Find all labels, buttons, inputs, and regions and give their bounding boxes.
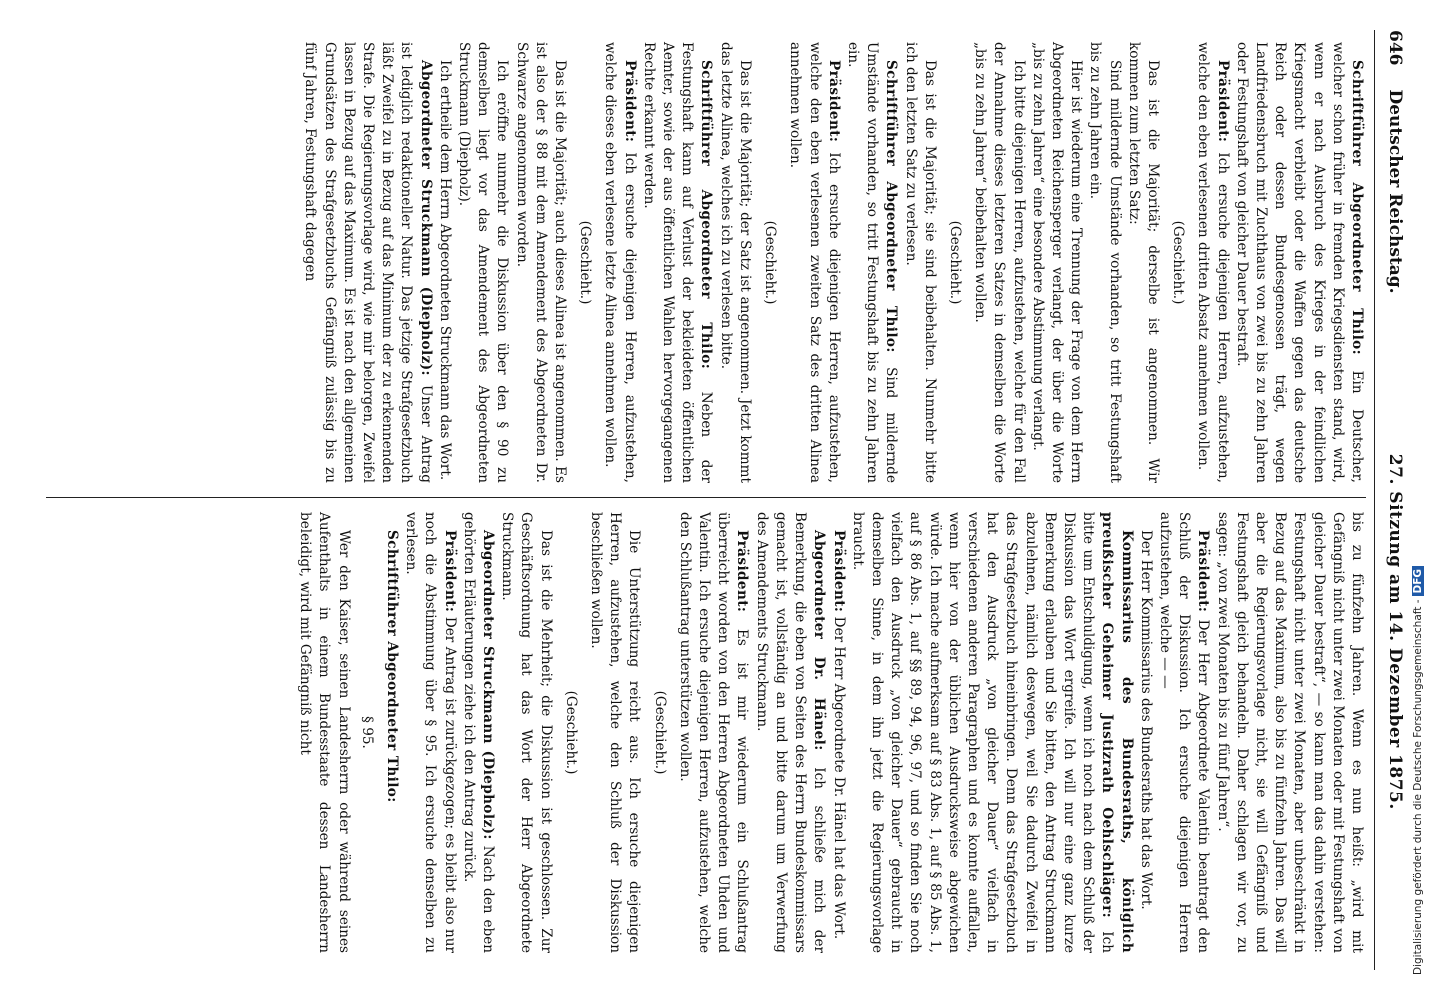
paragraph: [459, 512, 497, 953]
paragraph-text: Sind mildernde Umstände vorhanden, so tritt Festungshaft bis zu zehn Jahren ein.: [1087, 42, 1123, 483]
speaker-label: Präsident:: [1214, 60, 1231, 143]
paragraph-text: Der Herr Kommissarius des Bundesraths hat das Wort.: [1137, 530, 1154, 910]
paragraph-text: Sind mildernde Umstände vorhanden, so tritt Festungshaft bis zu zehn Jahren ein.: [844, 42, 900, 484]
paragraph: [848, 512, 1136, 953]
speaker-label: Präsident:: [621, 60, 638, 143]
paragraph: [295, 512, 353, 953]
paragraph-text: Neben der Festungshaft kann auf Verlust der bekleideten öffentlichen Aemter, sowie der aus öffentlichen Wahlen hervorgegangenen Rechte erkannt werden.: [640, 42, 715, 483]
speaker-label: Präsident:: [1195, 530, 1212, 613]
speaker-label: Schriftführer Abgeordneter Thilo:: [883, 60, 900, 353]
paragraph-text: Ich ersuche diejenigen Herren, aufzustehen, welche dieses eben verlesene letzte Alinea annehmen wollen.: [602, 42, 638, 483]
paragraph-text: Ich ersuche diejenigen Herren, aufzustehen, welche den eben verlesenen zweiten Satz des dritten Alinea annehmen wollen.: [787, 42, 842, 483]
paragraph-text: Ein Deutscher, welcher schon früher in fremden Kriegsdiensten stand, wird, wenn er nach Ausbruch des Krieges in der feindlichen Kriegsmacht verbleibt oder die Waffen gegen das deutsche Reich oder dessen Bundesgenossen trägt, wegen Landfriedensbruch mit Zuchthaus von zwei bis zu zehn Jahren oder Festungshaft von gleicher Dauer bestraft.: [1233, 42, 1365, 483]
text-columns: [46, 30, 1366, 970]
dfg-notice: [1412, 566, 1424, 975]
speaker-label: Abgeordneter Struckmann (Diepholz):: [480, 530, 497, 840]
paragraph-text: Das ist die Majorität; derselbe ist angenommen. Wir kommen zum letzten Satz:: [1125, 42, 1161, 483]
stage-direction: (Geschieht.): [1170, 220, 1187, 305]
paragraph-text: Das ist die Majorität; auch dieses Alinea ist angenommen. Es ist also der § 88 mit dem Amendement des Abgeordneten Dr. Schwarze angenommen worden.: [513, 42, 569, 483]
stage-direction: (Geschieht.): [946, 220, 963, 305]
paragraph: [497, 512, 555, 953]
section-heading: § 95.: [358, 716, 375, 749]
dfg-logo: DFG: [1412, 566, 1424, 597]
paragraph: [435, 42, 454, 483]
paragraph-text: Ich bitte diejenigen Herren, aufzustehen, welche für den Fall der Annahme dieses letzteren Satzes in demselben die Worte „bis zu zehn Jahren“ beibehalten wollen.: [972, 42, 1027, 483]
paragraph-text: Der Herr Abgeordnete Valentin beantragt den Schluß der Diskussion. Ich ersuche diejenigen Herren aufzustehen, welche — —: [1156, 512, 1212, 954]
column-divider: [46, 497, 1366, 498]
paragraph: [785, 42, 843, 483]
paragraph: [600, 42, 638, 483]
speaker-label: Abgeordneter Struckmann (Diepholz):: [417, 60, 434, 376]
paragraph-text: Wer den Kaiser, seinen Landesherrn oder während seines Aufenthalts in einem Bundesstaate dessen Landesherrn beleidigt, wird mit Gefängniß nicht: [297, 512, 352, 953]
stage-direction: (Geschieht.): [762, 220, 779, 305]
speaker-label: Präsident:: [830, 530, 847, 613]
paragraph: [843, 42, 901, 483]
paragraph-text: Hier ist wiederum eine Trennung der Frage von dem Herrn Abgeordneten Reichensperger verlangt, der über die Worte „bis zu zehn Jahren“ eine besondere Abstimmung verlangt.: [1029, 42, 1085, 483]
paragraph: [900, 42, 938, 483]
printed-page: [25, 20, 1405, 980]
speaker-label: Kommissarius des Bundesraths, königlich preußischer Geheimer Justizrath Oehlschläger:: [1099, 512, 1135, 953]
paragraph-text: Das ist die Majorität; sie sind beibehalten. Nunmehr bitte ich den letzten Satz zu verlesen.: [902, 42, 938, 483]
paragraph: [1136, 512, 1155, 953]
stage-direction: (Geschieht.): [651, 690, 668, 775]
paragraph-text: Nach den eben gehörten Erläuterungen ziehe ich den Antrag zurück.: [460, 512, 497, 953]
speaker-label: Schriftführer Abgeordneter Thilo:: [1349, 60, 1365, 356]
paragraph-text: Ich ertheile dem Herrn Abgeordneten Struckmann das Wort.: [436, 60, 453, 481]
paragraph: [752, 512, 829, 953]
paragraph-text: Unser Antrag ist lediglich redaktioneller Natur. Das jetzige Strafgesetzbuch läßt Zweifel zu in Bezug auf das Minimum der zu erkennenden Strafe. Die Regierungsvorlage wird, wie mir belorgen, Zweifel lassen in Bezug auf das Maximum. Es ist nach den allgemeinen Grundsätzen des Strafgesetzbuchs Gefängniß zulässig bis zu fünf Jahren, Festungshaft dagegen: [302, 42, 434, 483]
paragraph: [1124, 42, 1162, 483]
paragraph: [1155, 512, 1213, 953]
page-number: 646: [1385, 30, 1405, 66]
running-head: [1374, 30, 1405, 970]
paragraph: [300, 42, 434, 483]
paragraph-text: Das ist die Mehrheit; die Diskussion ist geschlossen. Zur Geschäftsordnung hat das Wort der Herr Abgeordnete Struckmann.: [499, 512, 554, 953]
session-title: 27. Sitzung am 14. Dezember 1875.: [1385, 453, 1405, 810]
paragraph: [675, 512, 752, 953]
paragraph: [454, 42, 512, 483]
paragraph: [716, 42, 754, 483]
paragraph: [1193, 42, 1231, 483]
speaker-label: Abgeordneter Dr. Hänel:: [811, 530, 828, 751]
paragraph: [586, 512, 644, 953]
stage-direction: (Geschieht.): [562, 690, 579, 775]
paragraph: [511, 42, 569, 483]
paragraph: [1028, 42, 1086, 483]
speaker-label: Präsident:: [825, 60, 842, 143]
paragraph-text: Ich eröffne nunmehr die Diskussion über den § 90 zu demselben liegt vor das Amendement des Abgeordneten Struckmann (Diepholz).: [456, 42, 511, 483]
paragraph-text: Es ist mir wiederum ein Schlußantrag überreicht worden von den Herren Abgeordneten Uhden und Valentin. Ich ersuche diejenigen Herren, aufzustehen, welche den Schlußantrag unterstützen wollen.: [676, 512, 751, 953]
stage-direction: (Geschieht.): [577, 220, 594, 305]
speaker-label: Schriftführer Abgeordneter Thilo:: [698, 60, 715, 370]
right-column: [46, 500, 1366, 965]
paragraph-text: Ich ersuche diejenigen Herren, aufzustehen, welche den eben verlesenen dritten Absatz annehmen wollen.: [1195, 42, 1231, 483]
paragraph-text: bis zu fünfzehn Jahren. Wenn es nun heißt: „wird mit Gefängniß nicht unter zwei Monaten oder mit Festungshaft von gleicher Dauer bestraft“, — so kann man das dahin verstehen: Festungshaft nicht unter zwei Monaten, aber unbeschränkt in Bezug auf das Maximum, also bis zu fünfzehn Jahren. Das will aber die Regierungsvorlage nicht, sie will Gefängniß und Festungshaft gleich behandeln. Daher schlagen wir vor, zu sagen: „von zwei Monaten bis zu fünf Jahren“.: [1214, 512, 1365, 953]
paragraph-text: Ich schließe mich der Bemerkung, die eben von Seiten des Herrn Bundeskommissars gemacht ist, vollständig an und bitte darum um Verwerfung des Amendements Struckmann.: [753, 512, 828, 953]
paragraph: [1232, 42, 1366, 483]
dfg-notice-text: Digitalisierung gefördert durch die Deutsche Forschungsgemeinschaft -: [1412, 599, 1424, 975]
paragraph: [639, 42, 716, 483]
paragraph-text: Der Antrag ist zurückgezogen; es bleibt also nur noch die Abstimmung über § 95. Ich ersuche denselben zu verlesen.: [403, 512, 458, 953]
left-column: [46, 30, 1366, 495]
speaker-label: Präsident:: [441, 530, 458, 613]
paragraph: [382, 512, 401, 953]
paragraph: [401, 512, 459, 953]
paragraph-text: Der Herr Abgeordnete Dr. Hänel hat das Wort.: [830, 616, 847, 940]
paragraph-text: Die Unterstützung reicht aus. Ich ersuche diejenigen Herren, aufzustehen, welche den Schluß der Diskussion beschließen wollen.: [588, 512, 643, 953]
publication-title: Deutscher Reichstag.: [1385, 89, 1405, 294]
speaker-label: Schriftführer Abgeordneter Thilo:: [384, 530, 401, 803]
paragraph: [828, 512, 847, 953]
paragraph: [1212, 512, 1366, 953]
paragraph-text: Ich bitte um Entschuldigung, wenn ich noch nach dem Schluß der Diskussion das Wort ergreife. Ich will nur eine ganz kurze Bemerkung erlauben und Sie bitten, den Antrag Struckmann abzulehnen, nämlich deswegen, weil Sie dadurch Zweifel in das Strafgesetzbuch hineinbringen. Denn das Strafgesetzbuch hat den Ausdruck „von gleicher Dauer“ vielfach in verschiedenen anderen Paragraphen und es konnte auffallen, wenn hier von der üblichen Ausdrucksweise abgewichen würde. Ich mache aufmerksam auf § 83 Abs. 1, auf § 85 Abs. 1, auf § 86 Abs. 1, auf §§ 89, 94, 96, 97, und so finden Sie noch vielfach den Ausdruck „von gleicher Dauer“ gebraucht in demselben Sinne, in dem ihn jetzt die Regierungsvorlage braucht.: [849, 512, 1116, 953]
paragraph: [1085, 42, 1123, 483]
paragraph: [970, 42, 1028, 483]
paragraph-text: Das ist die Majorität; der Satz ist angenommen. Jetzt kommt das letzte Alinea, welches ich zu verlesen bitte.: [717, 42, 753, 483]
speaker-label: Präsident:: [734, 530, 751, 613]
